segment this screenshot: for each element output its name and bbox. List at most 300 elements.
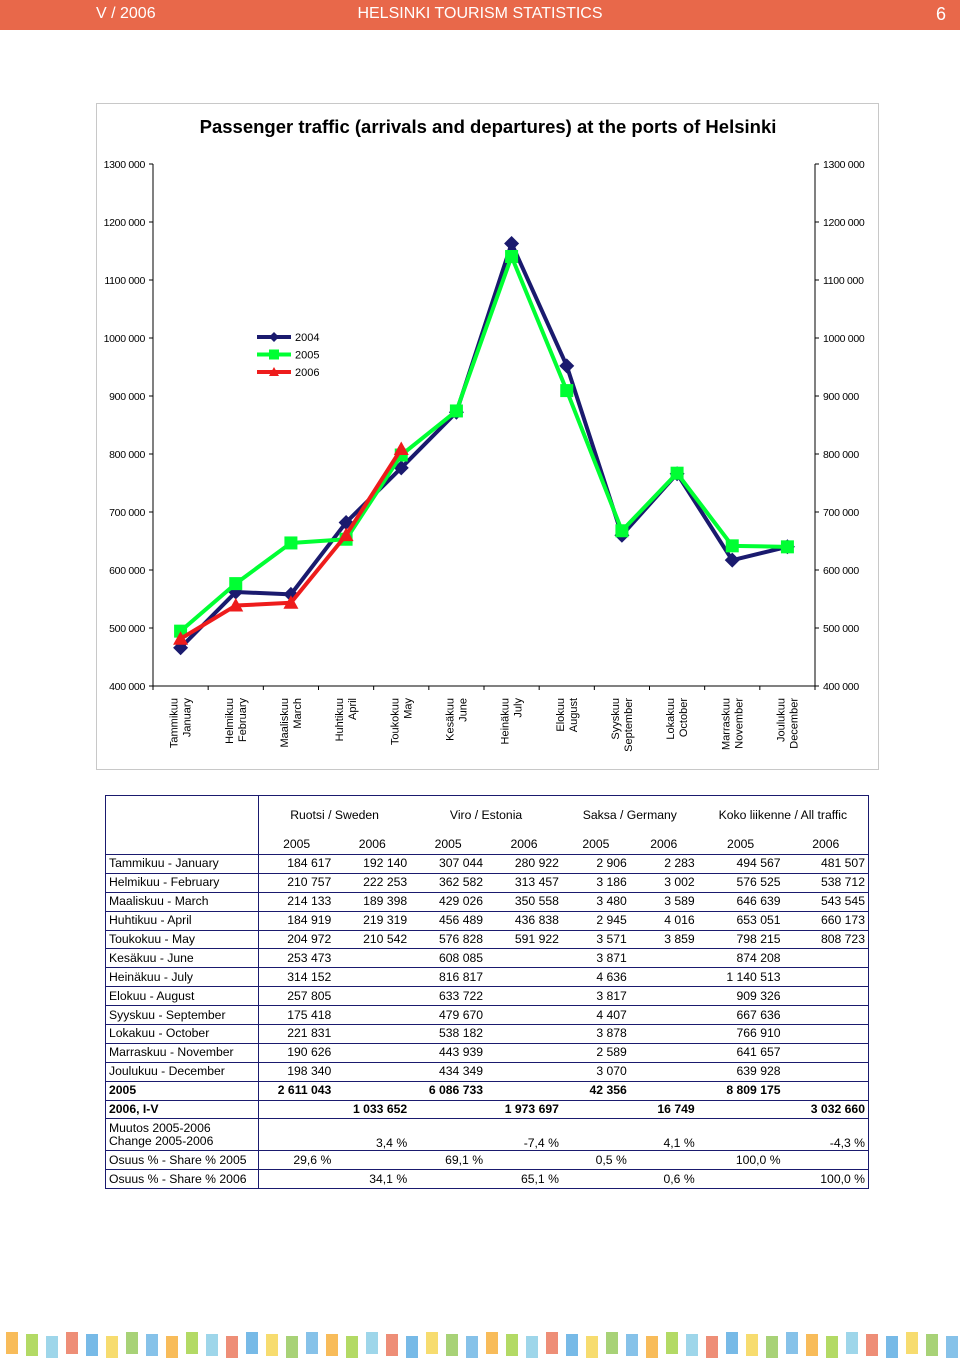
table-cell: 434 349: [410, 1062, 486, 1081]
table-cell: 3 859: [630, 930, 698, 949]
table-year-header: 2006: [510, 836, 538, 851]
table-cell: 576 828: [410, 930, 486, 949]
table-cell: 591 922: [486, 930, 562, 949]
table-cell: 253 473: [258, 949, 334, 968]
table-cell: [630, 1025, 698, 1044]
table-group-header: Koko liikenne / All traffic: [718, 807, 848, 822]
table-cell: [784, 1025, 869, 1044]
x-tick-label-group: [720, 698, 745, 750]
footer-strip-block: [326, 1334, 338, 1356]
series-2005-point: [560, 384, 573, 397]
table-cell: 2 906: [562, 855, 630, 874]
x-tick-label-fi: Syyskuu: [609, 698, 622, 740]
table-cell: [562, 1119, 630, 1151]
footer-strip-block: [746, 1334, 758, 1356]
footer-strip-block: [446, 1334, 458, 1356]
y-tick-label-left: 1100 000: [104, 275, 145, 287]
footer-strip-block: [246, 1332, 258, 1354]
table-row-label: [106, 1119, 259, 1151]
table-cell: 1 033 652: [334, 1100, 410, 1119]
legend-2006-label: 2006: [295, 367, 320, 379]
table-cell: [698, 1119, 784, 1151]
table-row-label: Osuus % - Share % 2005: [106, 1151, 259, 1170]
table-cell: 633 722: [410, 987, 486, 1006]
table-cell: 4,1 %: [630, 1119, 698, 1151]
table-cell: 34,1 %: [334, 1170, 410, 1189]
y-tick-label-left: 1300 000: [103, 159, 145, 171]
series-2005-point: [726, 539, 739, 552]
table-cell: 313 457: [486, 873, 562, 892]
table-cell: [334, 1043, 410, 1062]
x-tick-label-fi: Maaliskuu: [278, 698, 291, 748]
table-cell: 65,1 %: [486, 1170, 562, 1189]
x-tick-label-fi: Elokuu: [554, 698, 567, 732]
table-cell: [562, 1100, 630, 1119]
y-tick-label-right: 700 000: [823, 507, 859, 519]
x-tick-label-group: [610, 698, 635, 752]
table-cell: 436 838: [486, 911, 562, 930]
footer-strip-block: [186, 1332, 198, 1354]
x-tick-label-fi: Toukokuu: [389, 698, 402, 746]
table-cell: 214 133: [258, 892, 334, 911]
y-tick-label-right: 800 000: [823, 449, 859, 461]
table-cell: [334, 968, 410, 987]
table-row-label: Joulukuu - December: [106, 1062, 259, 1081]
footer-strip-block: [886, 1336, 898, 1358]
y-tick-label-left: 1000 000: [103, 333, 145, 345]
footer-strip-block: [766, 1336, 778, 1358]
table-cell: [486, 968, 562, 987]
table-cell: 2 283: [630, 855, 698, 874]
table-cell: -4,3 %: [784, 1119, 869, 1151]
footer-strip-block: [166, 1336, 178, 1358]
table-cell: [258, 1119, 334, 1151]
table-cell: 479 670: [410, 1006, 486, 1025]
footer-strip-block: [786, 1332, 798, 1354]
table-cell: 0,6 %: [630, 1170, 698, 1189]
footer-strip-block: [666, 1332, 678, 1354]
table-year-header: 2006: [358, 836, 386, 851]
footer-strip-block: [86, 1334, 98, 1356]
footer-strip-block: [106, 1336, 118, 1358]
table-cell: 100,0 %: [784, 1170, 869, 1189]
table-cell: [784, 987, 869, 1006]
table-cell: [630, 1151, 698, 1170]
footer-strip-block: [526, 1336, 538, 1358]
table-cell: [334, 1062, 410, 1081]
footer-strip-block: [946, 1336, 958, 1358]
table-year-header: 2006: [812, 836, 840, 851]
table-cell: 362 582: [410, 873, 486, 892]
x-tick-label-en: November: [733, 698, 746, 749]
table-cell: [784, 1081, 869, 1100]
table-row-label: Heinäkuu - July: [106, 968, 259, 987]
x-tick-label-en: February: [236, 698, 249, 743]
legend-2005-label: 2005: [295, 349, 320, 362]
table-cell: 3 817: [562, 987, 630, 1006]
table-cell: 100,0 %: [698, 1151, 784, 1170]
table-row-label: Maaliskuu - March: [106, 892, 259, 911]
table-cell: 204 972: [258, 930, 334, 949]
passenger-traffic-table: [105, 795, 869, 1189]
table-row: [106, 949, 869, 968]
table-cell: [630, 1062, 698, 1081]
footer-strip-block: [406, 1336, 418, 1358]
table-cell: [784, 949, 869, 968]
table-cell: 660 173: [784, 911, 869, 930]
table-cell: 443 939: [410, 1043, 486, 1062]
table-cell: 538 712: [784, 873, 869, 892]
table-row-label: Tammikuu - January: [106, 855, 259, 874]
table-cell: [410, 1170, 486, 1189]
table-cell: 3 878: [562, 1025, 630, 1044]
table-cell: 210 757: [258, 873, 334, 892]
series-2005-point: [450, 404, 463, 417]
table-cell: [630, 968, 698, 987]
footer-strip-block: [926, 1334, 938, 1356]
series-2005-point: [284, 536, 297, 549]
footer-strip-block: [126, 1332, 138, 1354]
table-cell: 3 480: [562, 892, 630, 911]
table-cell: [486, 987, 562, 1006]
table-row: [106, 892, 869, 911]
x-tick-label-group: [775, 698, 800, 749]
table-cell: 189 398: [334, 892, 410, 911]
table-cell: 543 545: [784, 892, 869, 911]
legend-2004-marker: [269, 332, 279, 342]
header-edition: V / 2006: [96, 5, 156, 22]
x-tick-label-group: [224, 698, 249, 744]
table-cell: [410, 1100, 486, 1119]
x-tick-label-fi: Lokakuu: [665, 698, 678, 740]
table-row: [106, 911, 869, 930]
table-cell: 4 407: [562, 1006, 630, 1025]
table-cell: 3 589: [630, 892, 698, 911]
legend-2005-marker: [269, 350, 279, 360]
table-cell: 192 140: [334, 855, 410, 874]
table-cell: [630, 1081, 698, 1100]
table-corner-cell: [106, 796, 259, 835]
table-share-row: [106, 1151, 869, 1170]
table-cell: [334, 1025, 410, 1044]
y-tick-label-right: 900 000: [823, 391, 859, 403]
table-cell: 538 182: [410, 1025, 486, 1044]
x-tick-label-en: January: [181, 698, 194, 738]
table-cell: 6 086 733: [410, 1081, 486, 1100]
table-cell: -7,4 %: [486, 1119, 562, 1151]
table-row-label: Huhtikuu - April: [106, 911, 259, 930]
passenger-traffic-chart: [97, 104, 880, 771]
table-row: [106, 930, 869, 949]
footer-color-strip: [0, 1328, 960, 1358]
series-2005-point: [505, 250, 518, 263]
table-cell: 16 749: [630, 1100, 698, 1119]
series-2005-point: [781, 540, 794, 553]
table-year-header: 2005: [582, 836, 610, 851]
table-cell: 4 016: [630, 911, 698, 930]
table-row: [106, 968, 869, 987]
x-tick-label-fi: Heinäkuu: [499, 698, 512, 745]
x-tick-label-en: May: [402, 698, 415, 719]
footer-strip-block: [26, 1334, 38, 1356]
footer-strip-block: [506, 1334, 518, 1356]
table-cell: 641 657: [698, 1043, 784, 1062]
table-cell: 0,5 %: [562, 1151, 630, 1170]
table-cell: 1 140 513: [698, 968, 784, 987]
x-tick-label-group: [334, 698, 359, 741]
x-tick-label-en: April: [347, 698, 360, 721]
y-tick-label-left: 800 000: [109, 449, 145, 461]
table-row-label: Kesäkuu - June: [106, 949, 259, 968]
table-cell: [784, 1043, 869, 1062]
x-tick-label-fi: Tammikuu: [168, 698, 181, 749]
y-tick-label-left: 900 000: [109, 391, 145, 403]
x-tick-label-en: December: [788, 698, 801, 749]
series-2004-point: [559, 358, 574, 373]
table-cell: 190 626: [258, 1043, 334, 1062]
table-share-row: [106, 1170, 869, 1189]
table-total-row: [106, 1100, 869, 1119]
table-cell: 198 340: [258, 1062, 334, 1081]
series-2005-line: [181, 257, 788, 632]
table-row: [106, 987, 869, 1006]
footer-strip-block: [646, 1336, 658, 1358]
y-tick-label-left: 400 000: [109, 681, 145, 693]
table-cell: [258, 1170, 334, 1189]
x-tick-label-fi: Joulukuu: [775, 698, 788, 743]
table-cell: 4 636: [562, 968, 630, 987]
y-tick-label-right: 1300 000: [823, 159, 865, 171]
x-tick-label-group: [555, 698, 580, 732]
table-cell: [486, 1081, 562, 1100]
table-cell: [486, 1006, 562, 1025]
footer-strip-block: [866, 1334, 878, 1356]
footer-strip-block: [366, 1332, 378, 1354]
table-cell: 576 525: [698, 873, 784, 892]
table-cell: 1 973 697: [486, 1100, 562, 1119]
table-cell: 175 418: [258, 1006, 334, 1025]
table-cell: 2 611 043: [258, 1081, 334, 1100]
table-cell: [334, 987, 410, 1006]
table-group-header: Viro / Estonia: [449, 807, 523, 822]
table-cell: [410, 1119, 486, 1151]
chart-title: Passenger traffic (arrivals and departures) at the ports of Helsinki: [199, 116, 777, 137]
table-cell: 3 070: [562, 1062, 630, 1081]
table-cell: 2 589: [562, 1043, 630, 1062]
footer-strip-block: [146, 1334, 158, 1356]
footer-strip-block: [226, 1336, 238, 1358]
footer-strip-block: [566, 1334, 578, 1356]
footer-strip-block: [286, 1336, 298, 1358]
table-cell: 798 215: [698, 930, 784, 949]
series-2006-point: [394, 441, 409, 455]
header-bar: [0, 0, 960, 30]
table-cell: 608 085: [410, 949, 486, 968]
table-cell: 184 617: [258, 855, 334, 874]
y-tick-label-left: 700 000: [109, 507, 145, 519]
table-row-label: Marraskuu - November: [106, 1043, 259, 1062]
table-row-label: 2005: [106, 1081, 259, 1100]
table-row-label: Helmikuu - February: [106, 873, 259, 892]
legend-2004-label: 2004: [295, 332, 320, 344]
footer-strip-block: [346, 1336, 358, 1358]
table-cell: 42 356: [562, 1081, 630, 1100]
table-cell: 221 831: [258, 1025, 334, 1044]
table-row-label: Elokuu - August: [106, 987, 259, 1006]
table-cell: [486, 1025, 562, 1044]
footer-strip-block: [586, 1336, 598, 1358]
table-change-row: [106, 1119, 869, 1151]
y-tick-label-right: 500 000: [823, 623, 859, 635]
table-cell: [334, 949, 410, 968]
table-cell: 222 253: [334, 873, 410, 892]
footer-strip-block: [826, 1336, 838, 1358]
y-tick-label-right: 1200 000: [823, 217, 865, 229]
table-row-label: Toukokuu - May: [106, 930, 259, 949]
table-cell: 3 032 660: [784, 1100, 869, 1119]
table-cell: 3 871: [562, 949, 630, 968]
table-cell: [334, 1081, 410, 1100]
table-cell: 280 922: [486, 855, 562, 874]
table-group-header: Ruotsi / Sweden: [290, 807, 379, 822]
table-cell: 3 002: [630, 873, 698, 892]
table-cell: 2 945: [562, 911, 630, 930]
change-label-en: Change 2005-2006: [109, 1133, 214, 1148]
table-cell: [486, 1043, 562, 1062]
table-corner-cell: [106, 834, 259, 855]
y-tick-label-right: 400 000: [823, 681, 859, 693]
table-row-label: Lokakuu - October: [106, 1025, 259, 1044]
series-2004-point: [504, 236, 519, 251]
table-cell: 646 639: [698, 892, 784, 911]
footer-strip-block: [546, 1332, 558, 1354]
header-title: HELSINKI TOURISM STATISTICS: [357, 5, 603, 22]
table-cell: 3,4 %: [334, 1119, 410, 1151]
table-cell: [486, 1062, 562, 1081]
table-cell: 3 186: [562, 873, 630, 892]
table-cell: [630, 1006, 698, 1025]
table-row: [106, 1043, 869, 1062]
footer-strip-block: [686, 1334, 698, 1356]
y-tick-label-right: 1000 000: [823, 333, 865, 345]
y-tick-label-left: 600 000: [109, 565, 145, 577]
x-tick-label-group: [169, 698, 194, 749]
table-row: [106, 855, 869, 874]
table-row-label: Syyskuu - September: [106, 1006, 259, 1025]
footer-strip-block: [426, 1332, 438, 1354]
table-cell: 456 489: [410, 911, 486, 930]
page-number: 6: [935, 4, 946, 24]
table-cell: 481 507: [784, 855, 869, 874]
table-cell: 766 910: [698, 1025, 784, 1044]
y-tick-label-right: 600 000: [823, 565, 859, 577]
table-cell: 909 326: [698, 987, 784, 1006]
x-tick-label-en: October: [678, 698, 691, 738]
table-cell: 210 542: [334, 930, 410, 949]
x-tick-label-en: July: [512, 698, 525, 718]
table-cell: 257 805: [258, 987, 334, 1006]
table-cell: 3 571: [562, 930, 630, 949]
table-cell: 429 026: [410, 892, 486, 911]
table-cell: 69,1 %: [410, 1151, 486, 1170]
table-row: [106, 873, 869, 892]
table-group-header: Saksa / Germany: [582, 807, 677, 822]
table-cell: 667 636: [698, 1006, 784, 1025]
table-total-row: [106, 1081, 869, 1100]
x-tick-label-en: March: [291, 698, 304, 729]
footer-strip-block: [6, 1332, 18, 1354]
footer-strip-block: [306, 1332, 318, 1354]
table-cell: 639 928: [698, 1062, 784, 1081]
table-cell: 8 809 175: [698, 1081, 784, 1100]
table-row: [106, 1006, 869, 1025]
footer-strip-block: [846, 1332, 858, 1354]
y-tick-label-left: 1200 000: [103, 217, 145, 229]
table-cell: [562, 1170, 630, 1189]
footer-strip-block: [606, 1332, 618, 1354]
footer-strip-block: [386, 1334, 398, 1356]
table-cell: [784, 1006, 869, 1025]
table-cell: 314 152: [258, 968, 334, 987]
x-tick-label-group: [665, 698, 690, 740]
table-cell: [630, 987, 698, 1006]
series-2004-line: [181, 243, 788, 647]
x-tick-label-group: [500, 698, 525, 745]
series-2005-point: [615, 524, 628, 537]
table-cell: 219 319: [334, 911, 410, 930]
table-cell: 653 051: [698, 911, 784, 930]
x-tick-label-en: September: [622, 698, 635, 752]
footer-strip-block: [806, 1334, 818, 1356]
table-cell: [334, 1151, 410, 1170]
table-group-header-row: [106, 796, 869, 835]
table-row-label: 2006, I-V: [106, 1100, 259, 1119]
x-tick-label-en: August: [567, 698, 580, 733]
table-cell: 350 558: [486, 892, 562, 911]
x-tick-label-fi: Marraskuu: [720, 698, 733, 750]
table-year-header: 2005: [434, 836, 462, 851]
table-cell: 494 567: [698, 855, 784, 874]
x-tick-label-fi: Kesäkuu: [444, 698, 457, 741]
table-cell: 184 919: [258, 911, 334, 930]
table-cell: 808 723: [784, 930, 869, 949]
footer-strip-block: [906, 1332, 918, 1354]
table-cell: 29,6 %: [258, 1151, 334, 1170]
series-2005-point: [229, 577, 242, 590]
table-cell: [630, 949, 698, 968]
table-cell: [258, 1100, 334, 1119]
table-year-header: 2005: [283, 836, 311, 851]
table-cell: [784, 1151, 869, 1170]
table-cell: 874 208: [698, 949, 784, 968]
footer-strip-block: [206, 1334, 218, 1356]
table-year-header: 2005: [727, 836, 755, 851]
change-label-fi: Muutos 2005-2006: [109, 1120, 211, 1135]
series-2005-point: [671, 467, 684, 480]
footer-strip-block: [626, 1334, 638, 1356]
table-cell: 816 817: [410, 968, 486, 987]
footer-strip-block: [46, 1336, 58, 1358]
table-cell: [784, 1062, 869, 1081]
footer-strip-block: [466, 1336, 478, 1358]
y-tick-label-right: 1100 000: [823, 275, 864, 287]
table-year-header-row: [106, 834, 869, 855]
table-row-label: Osuus % - Share % 2006: [106, 1170, 259, 1189]
table-row: [106, 1062, 869, 1081]
x-tick-label-fi: Huhtikuu: [334, 698, 347, 742]
footer-strip-block: [726, 1332, 738, 1354]
x-tick-label-fi: Helmikuu: [223, 698, 236, 744]
